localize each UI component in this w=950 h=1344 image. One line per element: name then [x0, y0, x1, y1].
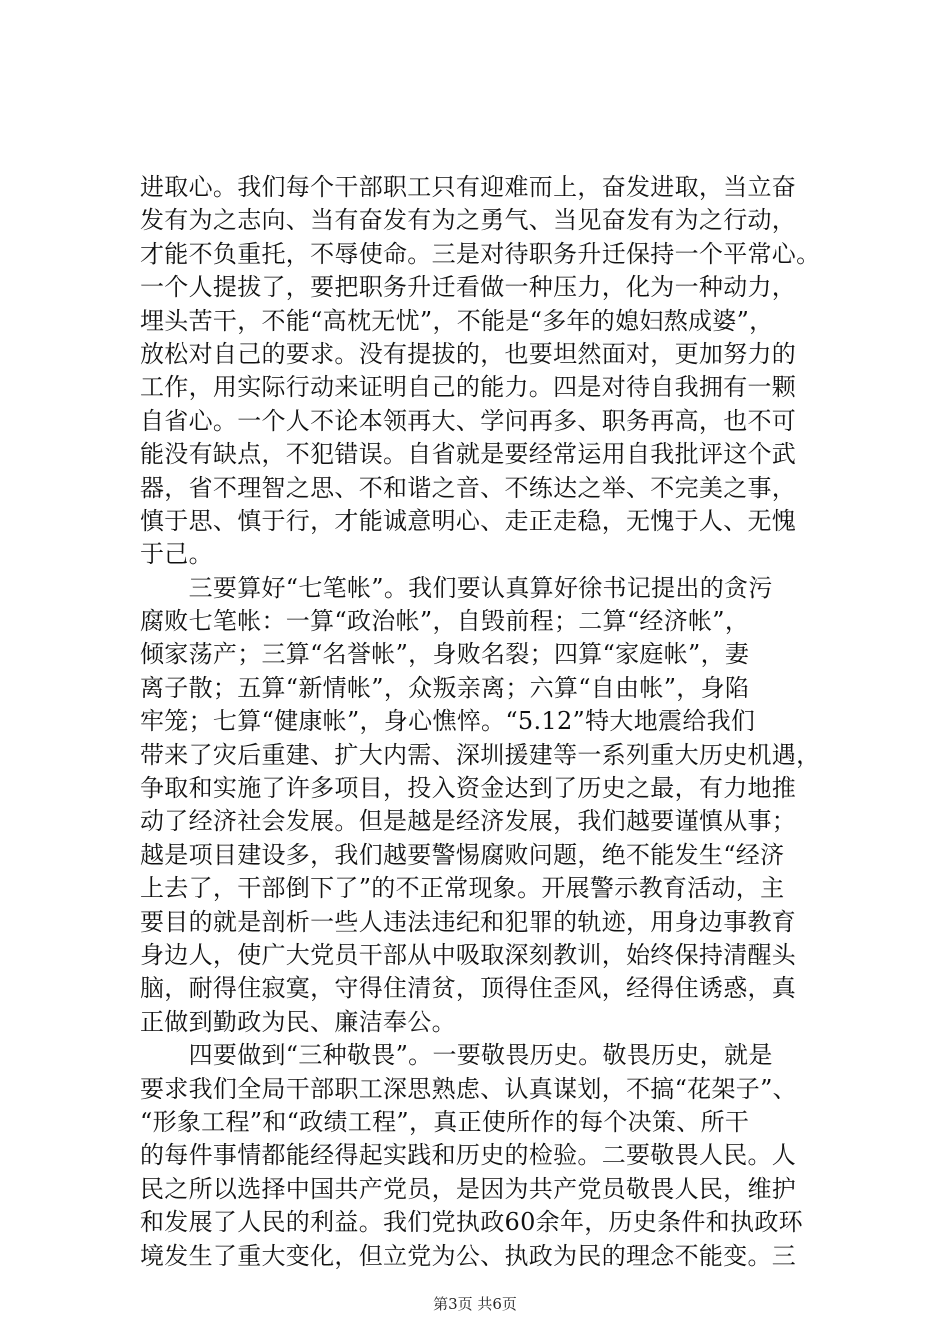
text-line: 工作，用实际行动来证明自己的能力。四是对待自我拥有一颗	[140, 373, 797, 402]
text-line: 发有为之志向、当有奋发有为之勇气、当见奋发有为之行动，	[140, 206, 797, 235]
text-line: 要目的就是剖析一些人违法违纪和犯罪的轨迹，用身边事教育	[140, 907, 797, 936]
body-text	[140, 171, 860, 1273]
text-line: 腐败七笔帐：一算“政治帐”，自毁前程；二算“经济帐”，	[140, 607, 750, 636]
text-line: 自省心。一个人不论本领再大、学问再多、职务再高，也不可	[140, 406, 797, 435]
text-line: 动了经济社会发展。但是越是经济发展，我们越要谨慎从事；	[140, 807, 797, 836]
text-line: 上去了，干部倒下了”的不正常现象。开展警示教育活动，主	[140, 874, 785, 903]
text-line: 越是项目建设多，我们越要警惕腐败问题，绝不能发生“经济	[140, 840, 785, 869]
text-line: 一个人提拔了，要把职务升迁看做一种压力，化为一种动力，	[140, 273, 797, 302]
text-line: 牢笼；七算“健康帐”，身心憔悴。“5.12”特大地震给我们	[140, 707, 756, 736]
text-line: 正做到勤政为民、廉洁奉公。	[140, 1007, 456, 1036]
text-line: 和发展了人民的利益。我们党执政60余年，历史条件和执政环	[140, 1208, 803, 1237]
text-line: “形象工程”和“政绩工程”，真正使所作的每个决策、所干	[140, 1107, 750, 1136]
text-line: 要求我们全局干部职工深思熟虑、认真谋划，不搞“花架子”、	[140, 1074, 797, 1103]
text-line: 身边人，使广大党员干部从中吸取深刻教训，始终保持清醒头	[140, 940, 797, 969]
text-line: 埋头苦干，不能“高枕无忧”，不能是“多年的媳妇熬成婆”，	[140, 306, 774, 335]
text-line: 的每件事情都能经得起实践和历史的检验。二要敬畏人民。人	[140, 1141, 797, 1170]
text-line: 带来了灾后重建、扩大内需、深圳援建等一系列重大历史机遇，	[140, 740, 821, 769]
text-line: 四要做到“三种敬畏”。一要敬畏历史。敬畏历史，就是	[140, 1041, 773, 1070]
text-line: 境发生了重大变化，但立党为公、执政为民的理念不能变。三	[140, 1241, 797, 1270]
text-line: 于己。	[140, 540, 213, 569]
text-line: 民之所以选择中国共产党员，是因为共产党员敬畏人民，维护	[140, 1174, 797, 1203]
text-line: 争取和实施了许多项目，投入资金达到了历史之最，有力地推	[140, 774, 797, 803]
text-line: 离子散；五算“新情帐”，众叛亲离；六算“自由帐”，身陷	[140, 673, 750, 702]
text-line: 三要算好“七笔帐”。我们要认真算好徐书记提出的贪污	[140, 573, 773, 602]
page-number-label: 第3页 共6页	[433, 1295, 517, 1313]
text-line: 倾家荡产；三算“名誉帐”，身败名裂；四算“家庭帐”，妻	[140, 640, 750, 669]
text-line: 慎于思、慎于行，才能诚意明心、走正走稳，无愧于人、无愧	[140, 506, 797, 535]
text-line: 器，省不理智之思、不和谐之音、不练达之举、不完美之事，	[140, 473, 797, 502]
text-line: 才能不负重托，不辱使命。三是对待职务升迁保持一个平常心。	[140, 239, 821, 268]
text-line: 能没有缺点，不犯错误。自省就是要经常运用自我批评这个武	[140, 440, 797, 469]
page-footer	[0, 1294, 950, 1314]
text-line: 放松对自己的要求。没有提拔的，也要坦然面对，更加努力的	[140, 339, 797, 368]
text-line: 脑，耐得住寂寞，守得住清贫，顶得住歪风，经得住诱惑，真	[140, 974, 797, 1003]
text-line: 进取心。我们每个干部职工只有迎难而上，奋发进取，当立奋	[140, 173, 797, 201]
